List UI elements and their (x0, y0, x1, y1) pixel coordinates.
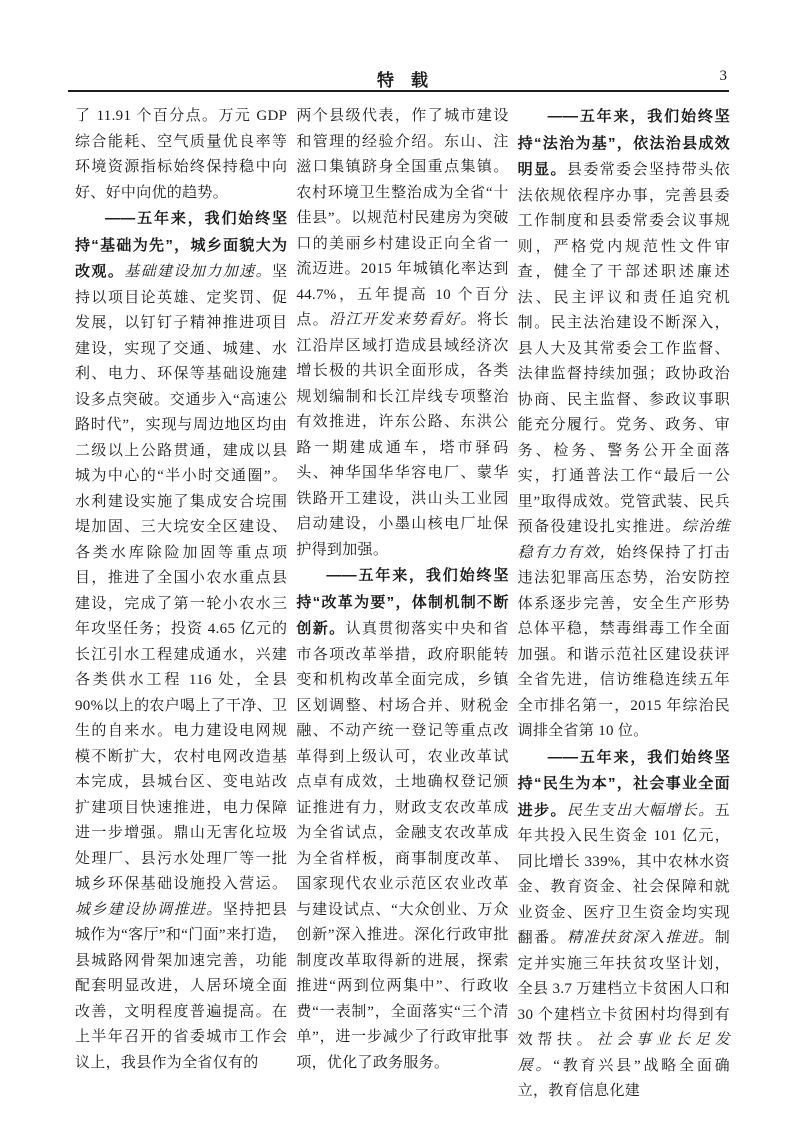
paragraph (75, 206, 287, 1076)
text-run: 制定并实施三年扶贫攻坚计划，全县 3.7 万建档立卡贫困人口和 30 个建档立卡贫困村均得到有效帮扶。 (517, 930, 730, 1048)
bold-run: ——五年来，我们始终坚持“基础为先”，城乡面貌大为改观。 (75, 210, 288, 280)
kaiti-run: 基础建设加力加速。 (124, 264, 273, 280)
text-run: “教育兴县”战略全面确立，教育信息化建 (517, 1057, 730, 1099)
kaiti-run: 综治维稳有力有效， (517, 519, 730, 561)
text-run: 将长江沿岸区域打造成县域经济次增长极的共识全面形成，各类规划编制和长江岸线专项整治有效推进，许东公路、东洪公路一期建成通车，塔市驿码头、神华国华华容电厂、蒙华铁路开工建设，洪山头工业园启动建设，小墨山核电厂址保护得到加强。 (296, 312, 509, 558)
text-run: 始终保持了打击违法犯罪高压态势，治安防控体系逐步完善，安全生产形势总体平稳，禁毒缉毒工作全面加强。和谐示范社区建设获评全省先进，信访维稳连续五年全市排名第一，2015 年综治民调排全省第 10 位。 (517, 544, 730, 739)
bold-run: ——五年来，我们始终坚持“改革为要”，体制机制不断创新。 (296, 567, 509, 637)
text-run: 了 11.91 个百分点。万元 GDP 综合能耗、空气质量优良率等环境资源指标始终保持稳中向好、好中向优的趋势。 (75, 108, 288, 201)
kaiti-run: 精准扶贫深入推进。 (566, 930, 715, 946)
page-header-title: 特 载 (377, 71, 428, 90)
text-column-3 (518, 104, 730, 1105)
kaiti-run: 沿江开发来势看好。 (329, 312, 477, 328)
text-run: 坚持把县城作为“客厅”和“门面”来打造，县城路网骨架加速完善，功能配套明显改进，人居环境全面改善，文明程度普遍提高。在上半年召开的省委城市工作会议上，我县作为全省仅有的 (75, 901, 288, 1071)
text-run: 五年共投入民生资金 101 亿元，同比增长 339%，其中农林水资金、教育资金、社会保障和就业资金、医疗卫生资金均实现翻番。 (517, 802, 730, 946)
bold-run: ——五年来，我们始终坚持“法治为基”，依法治县成效明显。 (517, 108, 730, 178)
text-column-1 (75, 104, 287, 1105)
paragraph (296, 563, 508, 1076)
text-column-2 (296, 104, 508, 1105)
header-divider-rule (68, 90, 729, 92)
kaiti-run: 社会事业长足发展。 (517, 1032, 730, 1074)
text-run: 坚持以项目论英雄、定奖罚、促发展，以钉钉子精神推进项目建设，实现了交通、城建、水利、电力、环保等基础设施建设多点突破。交通步入“高速公路时代”，实现与周边地区均由二级以上公路贯通，建成以县城为中心的“半小时交通圈”。水利建设实施了集成安合垸围堤加固、三大垸安全区建设、各类水库除险加固等重点项目，推进了全国小农水重点县建设，完成了第一轮小农水三年攻坚任务；投资 4.65 亿元的长江引水工程建成通水，兴建各类供水工程 116 处，全县 90%以上的农户喝上了干净、卫生的自来水。电力建设电网规模不断扩大，农村电网改造基本完成，县城台区、变电站改扩建项目快速推进，电力保障进一步增强。鼎山无害化垃圾处理厂、县污水处理厂等一批城乡环保基础设施投入营运。 (75, 264, 288, 892)
text-run: 县委常委会坚持带头依法依规依程序办事，完善县委工作制度和县委常委会议事规则，严格党内规范性文件审查，健全了干部述职述廉述法、民主评议和责任追究机制。民主法治建设不断深入，县人大及其常委会工作监督、法律监督持续加强；政协政治协商、民主监督、参政议事职能充分履行。党务、政务、审务、检务、警务公开全面落实，打通普法工作“最后一公里”取得成效。党管武装、民兵预备役建设扎实推进。 (517, 162, 730, 535)
paragraph (75, 104, 287, 206)
text-run: 认真贯彻落实中央和省市各项改革举措，政府职能转变和机构改革全面完成，乡镇区划调整、村场合并、财税金融、不动产统一登记等重点改革得到上级认可，农业改革试点卓有成效，土地确权登记颁证推进有力，财政支农改革成为全省试点，金融支农改革成为全省样板，商事制度改革、国家现代农业示范区农业改革与建设试点、“大众创业、万众创新”深入推进。深化行政审批制度改革取得新的进展，探索推进“两到位两集中”、行政收费“一表制”，全面落实“三个清单”，进一步减少了行政审批事项，优化了政务服务。 (296, 621, 509, 1071)
text-run: 两个县级代表，作了城市建设和管理的经验介绍。东山、注滋口集镇跻身全国重点集镇。农村环境卫生整治成为全省“十佳县”。以规范村民建房为突破口的美丽乡村建设正向全省一流迈进。2015 年城镇化率达到 44.7%，五年提高 10 个百分点。 (296, 108, 509, 328)
page-number: 3 (719, 68, 727, 84)
body-columns (75, 104, 730, 1105)
kaiti-run: 民生支出大幅增长。 (566, 802, 715, 819)
kaiti-run: 城乡建设协调推进。 (75, 901, 223, 918)
bold-run: ——五年来，我们始终坚持“民生为本”，社会事业全面进步。 (517, 748, 730, 819)
paragraph (296, 104, 508, 563)
paragraph (518, 745, 730, 1105)
paragraph (518, 104, 730, 745)
